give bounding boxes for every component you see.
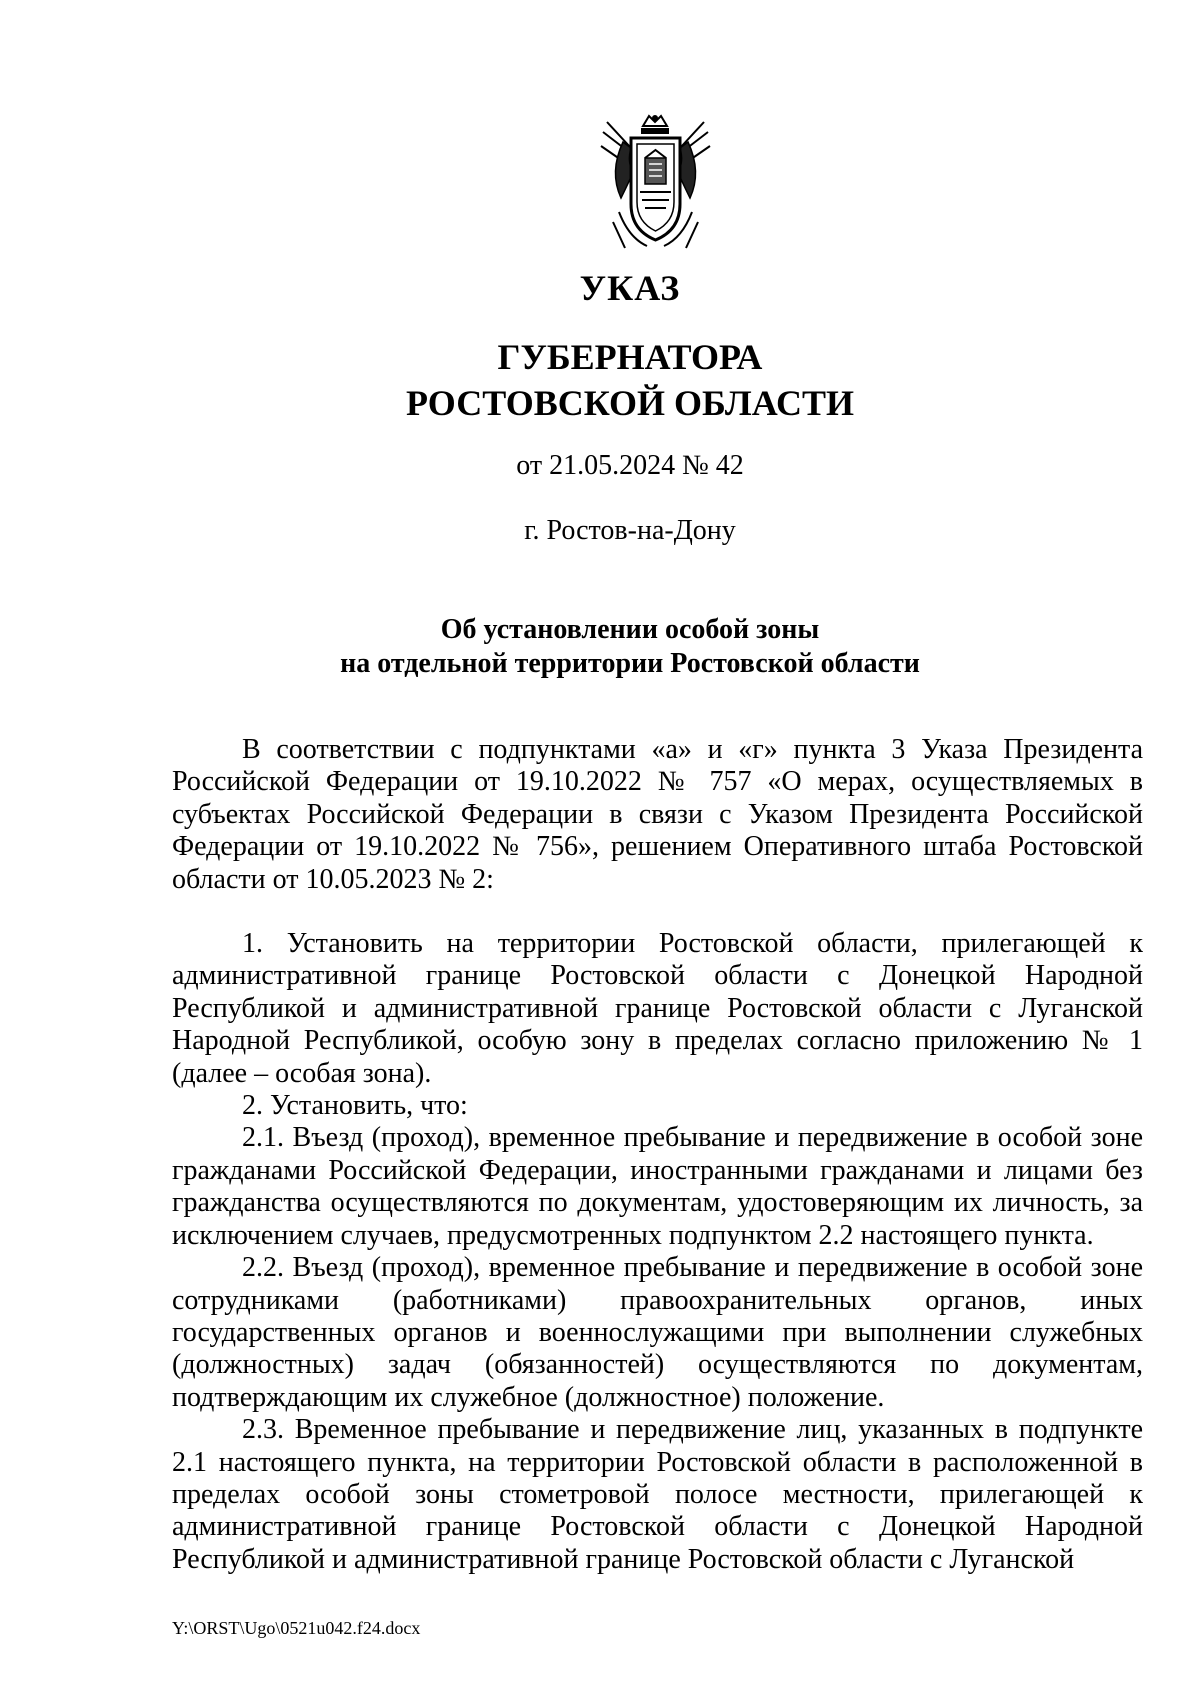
authority-line-1: ГУБЕРНАТОРА [497, 337, 763, 377]
document-date-number: от 21.05.2024 № 42 [516, 450, 744, 481]
document-body [172, 734, 1143, 1576]
subject-line-2: на отдельной территории Ростовской области [340, 648, 920, 679]
paragraph-item-2-1: 2.1. Въезд (проход), временное пребывание и передвижение в особой зоне гражданами Российской Федерации, иностранными гражданами и лицами без гражданства осуществляются по документам, удостоверяющим их личность, за исключением случаев, предусмотренных подпунктом 2.2 настоящего пункта. [172, 1122, 1143, 1251]
paragraph-item-2: 2. Установить, что: [242, 1090, 468, 1122]
subject-line-1: Об установлении особой зоны [440, 614, 820, 645]
issuing-authority [0, 334, 1200, 426]
document-place: г. Ростов-на-Дону [524, 515, 736, 546]
paragraph-item-2-3: 2.3. Временное пребывание и передвижение лиц, указанных в подпункте 2.1 настоящего пункта, на территории Ростовской области в расположенной в пределах особой зоны стометровой полосе местности, прилегающей к административной границе Ростовской области с Донецкой Народной Республикой и административной границе Ростовской области с Луганской [172, 1414, 1143, 1575]
paragraph-item-2-2: 2.2. Въезд (проход), временное пребывание и передвижение в особой зоне сотрудниками (работниками) правоохранительных органов, иных государственных органов и военнослужащими при выполнении служебных (должностных) задач (обязанностей) осуществляются по документам, подтверждающим их служебное (должностное) положение. [172, 1252, 1143, 1413]
authority-line-2: РОСТОВСКОЙ ОБЛАСТИ [406, 383, 854, 423]
footer-file-path: Y:\ORST\Ugo\0521u042.f24.docx [172, 1618, 421, 1638]
coat-of-arms-icon [599, 112, 712, 250]
preamble-paragraph: В соответствии с подпунктами «а» и «г» пункта 3 Указа Президента Российской Федерации от 19.10.2022 № 757 «О мерах, осуществляемых в субъектах Российской Федерации в связи с Указом Президента Российской Федерации от 19.10.2022 № 756», решением Оперативного штаба Ростовской области от 10.05.2023 № 2: [172, 734, 1143, 895]
document-type-title: УКАЗ [579, 268, 681, 308]
document-subject [0, 613, 1200, 681]
paragraph-item-1: 1. Установить на территории Ростовской области, прилегающей к административной границе Ростовской области с Донецкой Народной Республикой и административной границе Ростовской области с Луганской Народной Республикой, особую зону в пределах согласно приложению № 1 (далее – особая зона). [172, 928, 1143, 1089]
